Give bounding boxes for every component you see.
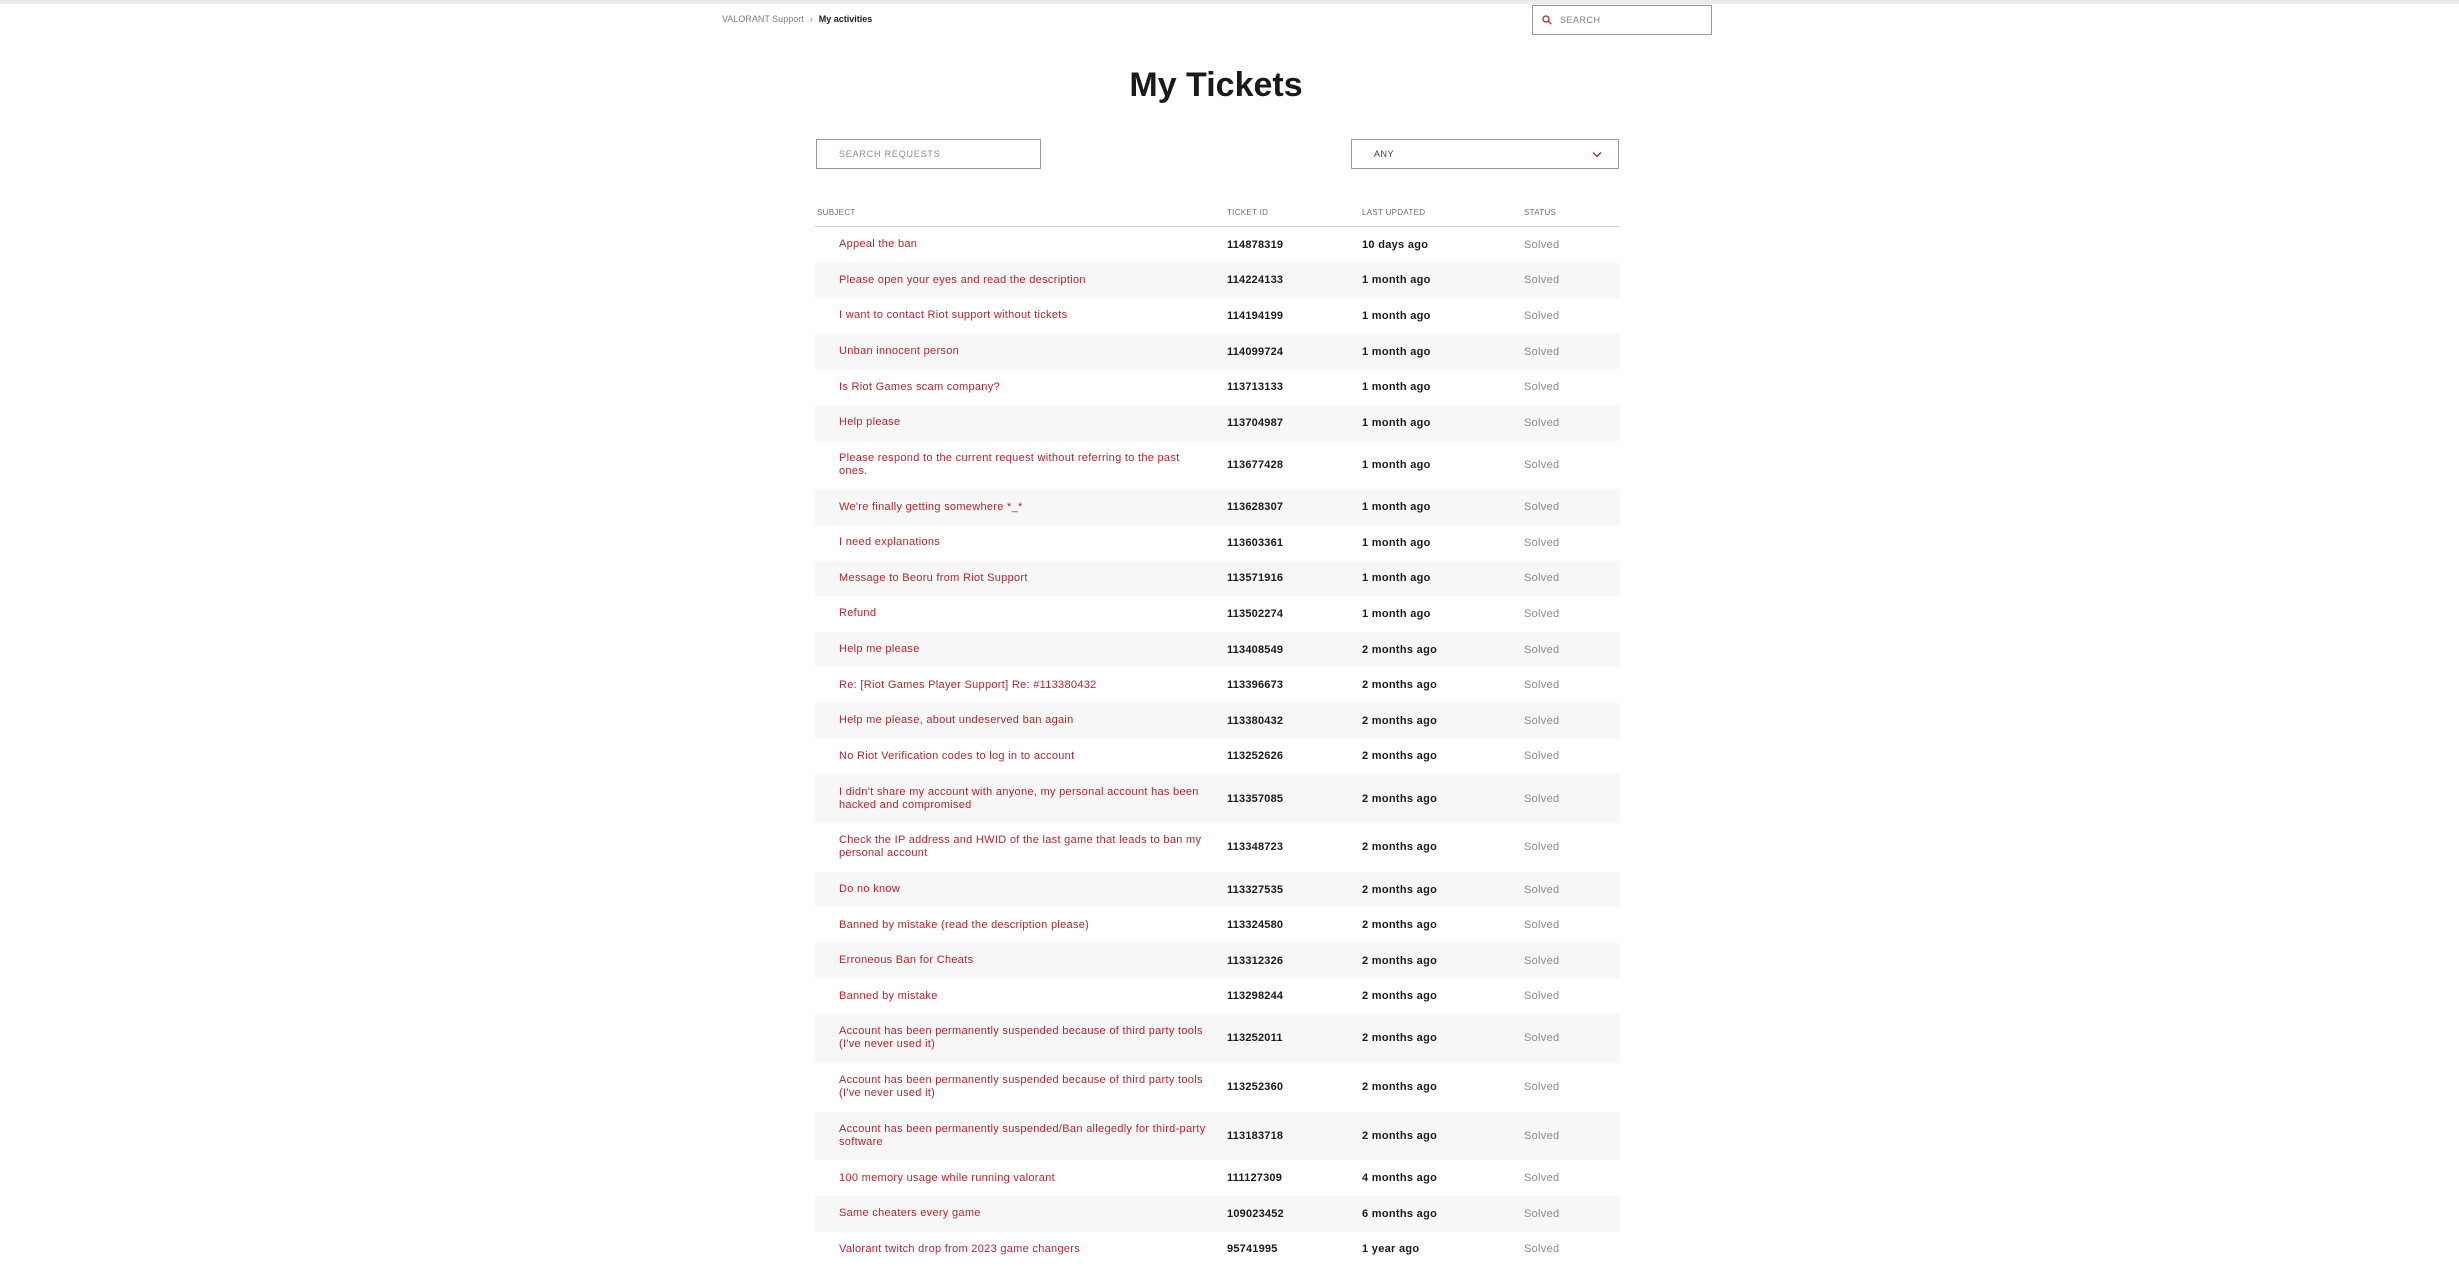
ticket-subject-link[interactable]: Help me please	[839, 643, 920, 656]
ticket-id: 113704987	[1227, 416, 1284, 429]
table-row	[815, 525, 1620, 561]
table-row	[815, 872, 1620, 908]
ticket-status: Solved	[1524, 643, 1560, 656]
ticket-status: Solved	[1524, 679, 1560, 692]
ticket-last-updated: 1 month ago	[1362, 458, 1431, 471]
ticket-subject-link[interactable]: We're finally getting somewhere *_*	[839, 500, 1023, 513]
ticket-last-updated: 4 months ago	[1362, 1172, 1438, 1185]
ticket-status: Solved	[1524, 1081, 1560, 1094]
table-row	[815, 907, 1620, 943]
ticket-subject-cell	[815, 334, 1227, 370]
ticket-last-updated: 2 months ago	[1362, 714, 1438, 727]
ticket-status: Solved	[1524, 1130, 1560, 1143]
ticket-subject-cell	[815, 298, 1227, 334]
ticket-id: 113252626	[1227, 750, 1284, 763]
ticket-id: 113312326	[1227, 954, 1284, 967]
ticket-subject-link[interactable]: Account has been permanently suspended because of third party tools (I've never used it)	[839, 1025, 1203, 1051]
ticket-last-updated: 2 months ago	[1362, 954, 1438, 967]
table-row	[815, 943, 1620, 979]
ticket-status: Solved	[1524, 1032, 1560, 1045]
ticket-last-updated: 2 months ago	[1362, 990, 1438, 1003]
ticket-status: Solved	[1524, 954, 1560, 967]
table-row	[815, 703, 1620, 739]
ticket-status: Solved	[1524, 714, 1560, 727]
ticket-last-updated: 2 months ago	[1362, 1130, 1438, 1143]
ticket-subject-link[interactable]: I want to contact Riot support without tickets	[839, 309, 1068, 322]
ticket-subject-link[interactable]: I need explanations	[839, 536, 941, 549]
breadcrumb	[722, 14, 872, 24]
ticket-id: 113324580	[1227, 919, 1284, 932]
ticket-status: Solved	[1524, 381, 1560, 394]
table-row	[815, 774, 1620, 823]
ticket-id: 113713133	[1227, 381, 1284, 394]
table-row	[815, 1112, 1620, 1161]
ticket-status: Solved	[1524, 1207, 1560, 1220]
column-header-ticket-id: TICKET ID	[1227, 198, 1362, 227]
ticket-subject-link[interactable]: Is Riot Games scam company?	[839, 380, 1000, 393]
ticket-subject-link[interactable]: Account has been permanently suspended because of third party tools (I've never used it)	[839, 1074, 1203, 1100]
ticket-subject-link[interactable]: Help me please, about undeserved ban again	[839, 714, 1074, 727]
ticket-subject-link[interactable]: Banned by mistake (read the description please)	[839, 918, 1090, 931]
ticket-subject-link[interactable]: Valorant twitch drop from 2023 game changers	[839, 1242, 1081, 1255]
ticket-subject-cell	[815, 872, 1227, 908]
table-row	[815, 489, 1620, 525]
ticket-status: Solved	[1524, 345, 1560, 358]
table-row	[815, 632, 1620, 668]
ticket-subject-link[interactable]: Same cheaters every game	[839, 1207, 981, 1220]
top-border	[0, 0, 2459, 4]
chevron-down-icon	[1592, 151, 1602, 158]
ticket-last-updated: 1 month ago	[1362, 607, 1431, 620]
ticket-last-updated: 1 month ago	[1362, 345, 1431, 358]
status-filter-value: ANY	[1374, 149, 1395, 159]
header-search-input[interactable]	[1560, 15, 1700, 25]
ticket-subject-cell	[815, 978, 1227, 1014]
ticket-last-updated: 2 months ago	[1362, 883, 1438, 896]
ticket-last-updated: 1 month ago	[1362, 381, 1431, 394]
header-search[interactable]	[1532, 5, 1712, 35]
table-row	[815, 441, 1620, 490]
table-row	[815, 1232, 1620, 1267]
ticket-last-updated: 2 months ago	[1362, 643, 1438, 656]
ticket-id: 113357085	[1227, 792, 1284, 805]
ticket-id: 113298244	[1227, 990, 1284, 1003]
ticket-subject-cell	[815, 667, 1227, 703]
ticket-id: 111127309	[1227, 1172, 1283, 1185]
ticket-subject-cell	[815, 489, 1227, 525]
ticket-id: 113327535	[1227, 883, 1284, 896]
ticket-subject-link[interactable]: Please open your eyes and read the description	[839, 273, 1086, 286]
table-row	[815, 405, 1620, 441]
column-header-status: STATUS	[1524, 198, 1620, 227]
ticket-last-updated: 1 year ago	[1362, 1243, 1420, 1256]
ticket-status: Solved	[1524, 841, 1560, 854]
ticket-subject-link[interactable]: Please respond to the current request without referring to the past ones.	[839, 451, 1180, 477]
table-row	[815, 978, 1620, 1014]
ticket-subject-cell	[815, 525, 1227, 561]
ticket-id: 113603361	[1227, 536, 1284, 549]
ticket-status: Solved	[1524, 1243, 1560, 1256]
ticket-subject-link[interactable]: Refund	[839, 607, 877, 620]
ticket-subject-link[interactable]: I didn't share my account with anyone, my personal account has been hacked and compromised	[839, 785, 1199, 811]
ticket-status: Solved	[1524, 1172, 1560, 1185]
ticket-id: 114878319	[1227, 238, 1284, 251]
ticket-status: Solved	[1524, 919, 1560, 932]
ticket-status: Solved	[1524, 238, 1560, 251]
page-title: My Tickets	[1129, 66, 1303, 104]
ticket-last-updated: 6 months ago	[1362, 1207, 1438, 1220]
tickets-table-body	[815, 227, 1620, 1267]
ticket-subject-cell	[815, 907, 1227, 943]
table-row	[815, 596, 1620, 632]
ticket-subject-link[interactable]: Unban innocent person	[839, 345, 960, 358]
ticket-subject-cell	[815, 596, 1227, 632]
ticket-last-updated: 1 month ago	[1362, 309, 1431, 322]
ticket-subject-cell	[815, 1063, 1227, 1112]
ticket-subject-cell	[815, 1112, 1227, 1161]
search-requests-field[interactable]	[816, 139, 1041, 169]
column-header-subject: SUBJECT	[815, 198, 1227, 227]
ticket-status: Solved	[1524, 458, 1560, 471]
ticket-id: 113408549	[1227, 643, 1284, 656]
ticket-subject-link[interactable]: Help please	[839, 416, 901, 429]
table-row	[815, 1196, 1620, 1232]
ticket-subject-link[interactable]: Banned by mistake	[839, 989, 938, 1002]
ticket-subject-cell	[815, 1014, 1227, 1063]
table-row	[815, 739, 1620, 775]
ticket-last-updated: 2 months ago	[1362, 841, 1438, 854]
tickets-table	[815, 198, 1620, 1267]
table-header-row	[815, 198, 1620, 227]
ticket-last-updated: 10 days ago	[1362, 238, 1429, 251]
ticket-status: Solved	[1524, 501, 1560, 514]
ticket-status: Solved	[1524, 607, 1560, 620]
ticket-id: 114099724	[1227, 345, 1284, 358]
ticket-subject-cell	[815, 561, 1227, 597]
ticket-status: Solved	[1524, 572, 1560, 585]
table-row	[815, 1063, 1620, 1112]
ticket-subject-link[interactable]: Message to Beoru from Riot Support	[839, 571, 1028, 584]
search-icon	[1542, 15, 1552, 25]
table-row	[815, 369, 1620, 405]
ticket-subject-cell	[815, 441, 1227, 490]
ticket-last-updated: 2 months ago	[1362, 919, 1438, 932]
ticket-id: 114224133	[1227, 274, 1284, 287]
ticket-subject-cell	[815, 1196, 1227, 1232]
table-row	[815, 1160, 1620, 1196]
ticket-last-updated: 1 month ago	[1362, 416, 1431, 429]
table-row	[815, 334, 1620, 370]
ticket-subject-cell	[815, 943, 1227, 979]
ticket-status: Solved	[1524, 536, 1560, 549]
ticket-status: Solved	[1524, 883, 1560, 896]
ticket-subject-link[interactable]: Account has been permanently suspended/Ban allegedly for third-party software	[839, 1123, 1206, 1149]
ticket-id: 95741995	[1227, 1243, 1278, 1256]
ticket-last-updated: 1 month ago	[1362, 572, 1431, 585]
ticket-id: 113183718	[1227, 1130, 1284, 1143]
ticket-id: 113380432	[1227, 714, 1284, 727]
breadcrumb-root-link[interactable]: VALORANT Support	[722, 14, 804, 24]
ticket-id: 113252011	[1227, 1032, 1283, 1045]
ticket-id: 113628307	[1227, 501, 1284, 514]
ticket-subject-cell	[815, 632, 1227, 668]
ticket-subject-link[interactable]: Check the IP address and HWID of the last game that leads to ban my personal account	[839, 834, 1202, 860]
ticket-last-updated: 1 month ago	[1362, 536, 1431, 549]
table-row	[815, 298, 1620, 334]
ticket-last-updated: 2 months ago	[1362, 792, 1438, 805]
breadcrumb-current: My activities	[818, 14, 873, 24]
ticket-subject-cell	[815, 369, 1227, 405]
table-row	[815, 667, 1620, 703]
ticket-subject-cell	[815, 1232, 1227, 1267]
ticket-id: 113502274	[1227, 607, 1284, 620]
ticket-last-updated: 2 months ago	[1362, 679, 1438, 692]
ticket-subject-cell	[815, 405, 1227, 441]
ticket-last-updated: 1 month ago	[1362, 274, 1431, 287]
ticket-subject-link[interactable]: Erroneous Ban for Cheats	[839, 954, 974, 967]
ticket-id: 109023452	[1227, 1207, 1284, 1220]
ticket-id: 113396673	[1227, 679, 1284, 692]
ticket-subject-cell	[815, 227, 1227, 263]
ticket-subject-link[interactable]: Appeal the ban	[839, 238, 918, 251]
ticket-subject-cell	[815, 1160, 1227, 1196]
ticket-subject-link[interactable]: 100 memory usage while running valorant	[839, 1171, 1055, 1184]
ticket-status: Solved	[1524, 309, 1560, 322]
breadcrumb-separator: ›	[809, 14, 813, 24]
ticket-last-updated: 2 months ago	[1362, 1081, 1438, 1094]
ticket-subject-cell	[815, 703, 1227, 739]
ticket-status: Solved	[1524, 274, 1560, 287]
table-row	[815, 263, 1620, 299]
table-row	[815, 1014, 1620, 1063]
ticket-last-updated: 1 month ago	[1362, 501, 1431, 514]
ticket-last-updated: 2 months ago	[1362, 750, 1438, 763]
search-requests-input[interactable]	[839, 149, 1029, 159]
table-row	[815, 561, 1620, 597]
status-filter-select[interactable]	[1351, 139, 1619, 169]
ticket-id: 113252360	[1227, 1081, 1284, 1094]
ticket-subject-link[interactable]: Re: [Riot Games Player Support] Re: #113380432	[839, 678, 1097, 691]
ticket-subject-link[interactable]: No Riot Verification codes to log in to account	[839, 749, 1075, 762]
table-row	[815, 823, 1620, 872]
column-header-last-updated: LAST UPDATED	[1362, 198, 1524, 227]
ticket-status: Solved	[1524, 750, 1560, 763]
ticket-status: Solved	[1524, 416, 1560, 429]
ticket-status: Solved	[1524, 792, 1560, 805]
ticket-subject-cell	[815, 263, 1227, 299]
ticket-id: 113677428	[1227, 458, 1284, 471]
ticket-id: 114194199	[1227, 309, 1284, 322]
ticket-subject-cell	[815, 774, 1227, 823]
ticket-subject-cell	[815, 739, 1227, 775]
ticket-subject-link[interactable]: Do no know	[839, 883, 901, 895]
ticket-last-updated: 2 months ago	[1362, 1032, 1438, 1045]
ticket-id: 113571916	[1227, 572, 1284, 585]
table-row	[815, 227, 1620, 263]
ticket-subject-cell	[815, 823, 1227, 872]
ticket-id: 113348723	[1227, 841, 1284, 854]
ticket-status: Solved	[1524, 990, 1560, 1003]
